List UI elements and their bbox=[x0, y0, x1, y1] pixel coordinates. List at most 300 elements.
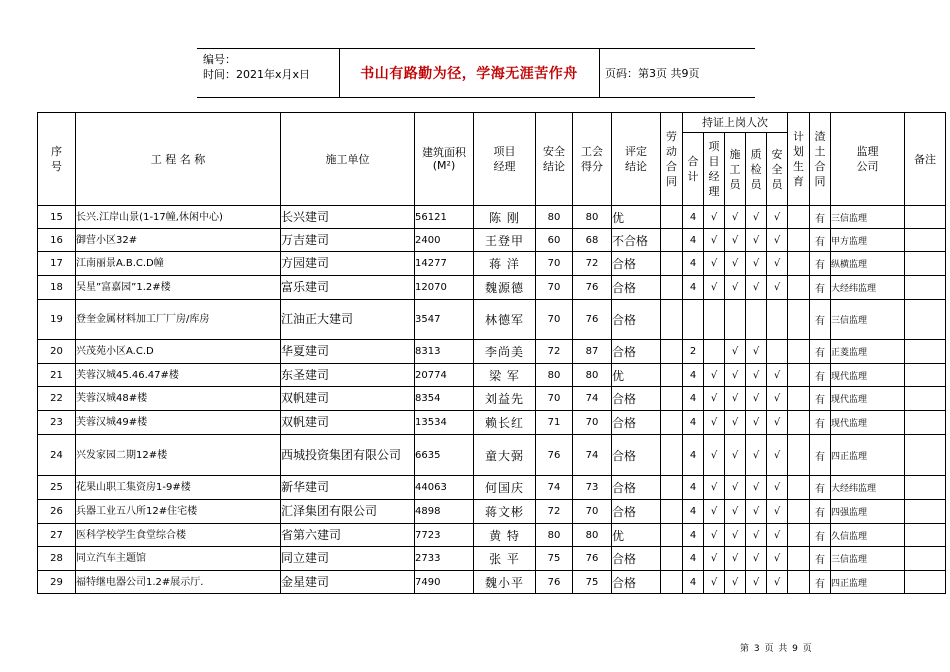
cell-cert-safety bbox=[767, 340, 788, 364]
cell-evaluation: 合格 bbox=[612, 300, 661, 340]
cell-cert-total: 4 bbox=[683, 252, 704, 276]
header-cert-project-manager: 项目经理 bbox=[704, 133, 725, 206]
table-row bbox=[38, 206, 946, 229]
table-row bbox=[38, 571, 946, 594]
cell-cert-total bbox=[683, 300, 704, 340]
cell-building-area: 7490 bbox=[415, 571, 474, 594]
cell-cert-total: 2 bbox=[683, 340, 704, 364]
cell-remark bbox=[905, 524, 946, 547]
cell-cert-construction: √ bbox=[725, 524, 746, 547]
cell-cert-project-manager: √ bbox=[704, 206, 725, 229]
cell-safety-result: 72 bbox=[536, 340, 573, 364]
cell-supervision-company: 四正监理 bbox=[831, 571, 905, 594]
cell-building-area: 56121 bbox=[415, 206, 474, 229]
table-row bbox=[38, 435, 946, 476]
cell-building-area: 8313 bbox=[415, 340, 474, 364]
header-soil-contract: 渣土合同 bbox=[810, 113, 831, 206]
cell-family-planning bbox=[788, 340, 810, 364]
cell-construction-unit: 万吉建司 bbox=[281, 229, 415, 252]
header-safety-result: 安全结论 bbox=[536, 113, 573, 206]
cell-cert-total: 4 bbox=[683, 387, 704, 411]
cell-project-name: 芙蓉汉城49#楼 bbox=[76, 411, 281, 435]
header-evaluation: 评定结论 bbox=[612, 113, 661, 206]
cell-construction-unit: 双帆建司 bbox=[281, 387, 415, 411]
cell-evaluation: 合格 bbox=[612, 435, 661, 476]
header-project-name: 工 程 名 称 bbox=[76, 113, 281, 206]
cell-cert-total: 4 bbox=[683, 524, 704, 547]
cell-cert-project-manager: √ bbox=[704, 435, 725, 476]
cell-soil-contract: 有 bbox=[810, 206, 831, 229]
cell-soil-contract: 有 bbox=[810, 252, 831, 276]
cell-safety-result: 70 bbox=[536, 300, 573, 340]
cell-row-number: 24 bbox=[38, 435, 76, 476]
cell-supervision-company: 大经纬监理 bbox=[831, 276, 905, 300]
cell-project-manager: 陈 刚 bbox=[474, 206, 536, 229]
cell-construction-unit: 方园建司 bbox=[281, 252, 415, 276]
cell-safety-result: 75 bbox=[536, 547, 573, 571]
cell-cert-construction: √ bbox=[725, 411, 746, 435]
cell-remark bbox=[905, 547, 946, 571]
cell-row-number: 25 bbox=[38, 476, 76, 500]
cell-project-manager: 赖长红 bbox=[474, 411, 536, 435]
cell-supervision-company: 四正监理 bbox=[831, 435, 905, 476]
cell-evaluation: 合格 bbox=[612, 547, 661, 571]
cell-evaluation: 不合格 bbox=[612, 229, 661, 252]
cell-construction-unit: 华夏建司 bbox=[281, 340, 415, 364]
cell-project-name: 登奎金属材料加工厂厂房/库房 bbox=[76, 300, 281, 340]
cell-project-name: 御营小区32# bbox=[76, 229, 281, 252]
cell-supervision-company: 纵横监理 bbox=[831, 252, 905, 276]
cell-remark bbox=[905, 300, 946, 340]
table-row bbox=[38, 476, 946, 500]
cell-labor-contract bbox=[661, 411, 683, 435]
header-page-info: 页码：第3页 共9页 bbox=[605, 67, 700, 80]
cell-family-planning bbox=[788, 252, 810, 276]
table-row bbox=[38, 547, 946, 571]
cell-row-number: 28 bbox=[38, 547, 76, 571]
cell-building-area: 4898 bbox=[415, 500, 474, 524]
cell-project-name: 兴发家园二期12#楼 bbox=[76, 435, 281, 476]
cell-supervision-company: 三信监理 bbox=[831, 206, 905, 229]
cell-cert-quality bbox=[746, 300, 767, 340]
cell-soil-contract: 有 bbox=[810, 340, 831, 364]
cell-row-number: 20 bbox=[38, 340, 76, 364]
cell-cert-construction: √ bbox=[725, 276, 746, 300]
cell-family-planning bbox=[788, 387, 810, 411]
cell-supervision-company: 现代监理 bbox=[831, 364, 905, 387]
cell-cert-project-manager: √ bbox=[704, 524, 725, 547]
cell-supervision-company: 大经纬监理 bbox=[831, 476, 905, 500]
cell-labor-contract bbox=[661, 252, 683, 276]
cell-building-area: 44063 bbox=[415, 476, 474, 500]
cell-cert-construction: √ bbox=[725, 364, 746, 387]
cell-project-manager: 梁 军 bbox=[474, 364, 536, 387]
header-cert-safety: 安全员 bbox=[767, 133, 788, 206]
cell-cert-total: 4 bbox=[683, 229, 704, 252]
cell-cert-safety bbox=[767, 300, 788, 340]
cell-supervision-company: 四强监理 bbox=[831, 500, 905, 524]
cell-safety-result: 70 bbox=[536, 387, 573, 411]
cell-cert-quality: √ bbox=[746, 571, 767, 594]
header-labor-contract: 劳动合同 bbox=[661, 113, 683, 206]
cell-union-score: 68 bbox=[573, 229, 612, 252]
cell-cert-quality: √ bbox=[746, 206, 767, 229]
cell-cert-quality: √ bbox=[746, 276, 767, 300]
cell-labor-contract bbox=[661, 571, 683, 594]
header-cert-quality: 质检员 bbox=[746, 133, 767, 206]
cell-family-planning bbox=[788, 547, 810, 571]
header-supervision-company: 监理公司 bbox=[831, 113, 905, 206]
cell-evaluation: 优 bbox=[612, 524, 661, 547]
cell-family-planning bbox=[788, 500, 810, 524]
cell-cert-construction: √ bbox=[725, 206, 746, 229]
cell-remark bbox=[905, 364, 946, 387]
cell-row-number: 29 bbox=[38, 571, 76, 594]
cell-cert-total: 4 bbox=[683, 476, 704, 500]
cell-family-planning bbox=[788, 276, 810, 300]
cell-cert-total: 4 bbox=[683, 571, 704, 594]
cell-supervision-company: 现代监理 bbox=[831, 387, 905, 411]
cell-evaluation: 合格 bbox=[612, 476, 661, 500]
cell-soil-contract: 有 bbox=[810, 276, 831, 300]
cell-safety-result: 76 bbox=[536, 571, 573, 594]
cell-soil-contract: 有 bbox=[810, 229, 831, 252]
document-number-label: 编号： bbox=[203, 53, 236, 66]
cell-construction-unit: 江油正大建司 bbox=[281, 300, 415, 340]
cell-construction-unit: 东圣建司 bbox=[281, 364, 415, 387]
header-building-area: 建筑面积(M²) bbox=[415, 113, 474, 206]
cell-cert-construction: √ bbox=[725, 229, 746, 252]
cell-cert-total: 4 bbox=[683, 206, 704, 229]
table-row bbox=[38, 387, 946, 411]
cell-remark bbox=[905, 387, 946, 411]
header-union-score: 工会得分 bbox=[573, 113, 612, 206]
cell-construction-unit: 富乐建司 bbox=[281, 276, 415, 300]
cell-family-planning bbox=[788, 435, 810, 476]
cell-cert-safety: √ bbox=[767, 547, 788, 571]
cell-cert-total: 4 bbox=[683, 364, 704, 387]
cell-evaluation: 合格 bbox=[612, 276, 661, 300]
cell-project-name: 花果山职工集资房1-9#楼 bbox=[76, 476, 281, 500]
cell-project-manager: 魏小平 bbox=[474, 571, 536, 594]
cell-labor-contract bbox=[661, 206, 683, 229]
cell-evaluation: 合格 bbox=[612, 252, 661, 276]
cell-cert-construction: √ bbox=[725, 476, 746, 500]
header-remark: 备注 bbox=[905, 113, 946, 206]
cell-building-area: 2733 bbox=[415, 547, 474, 571]
cell-cert-project-manager: √ bbox=[704, 571, 725, 594]
cell-safety-result: 60 bbox=[536, 229, 573, 252]
cell-evaluation: 合格 bbox=[612, 500, 661, 524]
cell-row-number: 18 bbox=[38, 276, 76, 300]
cell-project-manager: 刘益先 bbox=[474, 387, 536, 411]
table-row bbox=[38, 340, 946, 364]
cell-supervision-company: 甲方监理 bbox=[831, 229, 905, 252]
page-footer: 第 3 页 共 9 页 bbox=[740, 644, 813, 654]
cell-evaluation: 优 bbox=[612, 364, 661, 387]
cell-family-planning bbox=[788, 524, 810, 547]
table-row bbox=[38, 300, 946, 340]
cell-cert-safety: √ bbox=[767, 206, 788, 229]
cell-cert-quality: √ bbox=[746, 411, 767, 435]
cell-cert-project-manager: √ bbox=[704, 276, 725, 300]
table-row bbox=[38, 252, 946, 276]
cell-cert-quality: √ bbox=[746, 500, 767, 524]
cell-building-area: 14277 bbox=[415, 252, 474, 276]
cell-family-planning bbox=[788, 229, 810, 252]
cell-remark bbox=[905, 252, 946, 276]
cell-cert-quality: √ bbox=[746, 340, 767, 364]
cell-remark bbox=[905, 411, 946, 435]
cell-safety-result: 72 bbox=[536, 500, 573, 524]
cell-remark bbox=[905, 500, 946, 524]
table-row bbox=[38, 411, 946, 435]
cell-labor-contract bbox=[661, 524, 683, 547]
table-body bbox=[38, 206, 946, 594]
cell-cert-construction: √ bbox=[725, 387, 746, 411]
table-row bbox=[38, 500, 946, 524]
cell-labor-contract bbox=[661, 229, 683, 252]
cell-cert-safety: √ bbox=[767, 387, 788, 411]
cell-project-manager: 黄 特 bbox=[474, 524, 536, 547]
cell-cert-project-manager: √ bbox=[704, 229, 725, 252]
cell-row-number: 23 bbox=[38, 411, 76, 435]
cell-union-score: 80 bbox=[573, 524, 612, 547]
cell-union-score: 75 bbox=[573, 571, 612, 594]
cell-project-manager: 何国庆 bbox=[474, 476, 536, 500]
cell-cert-safety: √ bbox=[767, 364, 788, 387]
cell-labor-contract bbox=[661, 435, 683, 476]
cell-cert-safety: √ bbox=[767, 571, 788, 594]
header-seq: 序号 bbox=[38, 113, 76, 206]
cell-project-manager: 蒋 洋 bbox=[474, 252, 536, 276]
cell-union-score: 70 bbox=[573, 500, 612, 524]
cell-safety-result: 80 bbox=[536, 364, 573, 387]
cell-family-planning bbox=[788, 206, 810, 229]
cell-cert-total: 4 bbox=[683, 276, 704, 300]
cell-remark bbox=[905, 276, 946, 300]
cell-cert-safety: √ bbox=[767, 252, 788, 276]
cell-family-planning bbox=[788, 571, 810, 594]
cell-cert-project-manager: √ bbox=[704, 500, 725, 524]
cell-safety-result: 70 bbox=[536, 252, 573, 276]
header-family-planning: 计划生育 bbox=[788, 113, 810, 206]
cell-labor-contract bbox=[661, 500, 683, 524]
cell-union-score: 80 bbox=[573, 364, 612, 387]
cell-building-area: 3547 bbox=[415, 300, 474, 340]
cell-soil-contract: 有 bbox=[810, 524, 831, 547]
cell-project-name: 兴茂苑小区A.C.D bbox=[76, 340, 281, 364]
cell-project-name: 兵器工业五八所12#住宅楼 bbox=[76, 500, 281, 524]
header-cert-construction: 施工员 bbox=[725, 133, 746, 206]
cell-row-number: 27 bbox=[38, 524, 76, 547]
cell-construction-unit: 长兴建司 bbox=[281, 206, 415, 229]
cell-row-number: 17 bbox=[38, 252, 76, 276]
cell-project-manager: 张 平 bbox=[474, 547, 536, 571]
cell-project-manager: 林德军 bbox=[474, 300, 536, 340]
cell-cert-quality: √ bbox=[746, 387, 767, 411]
cell-cert-safety: √ bbox=[767, 500, 788, 524]
cell-cert-safety: √ bbox=[767, 476, 788, 500]
cell-project-name: 医科学校学生食堂综合楼 bbox=[76, 524, 281, 547]
cell-cert-quality: √ bbox=[746, 252, 767, 276]
cell-row-number: 22 bbox=[38, 387, 76, 411]
cell-cert-quality: √ bbox=[746, 364, 767, 387]
cell-building-area: 7723 bbox=[415, 524, 474, 547]
cell-building-area: 6635 bbox=[415, 435, 474, 476]
cell-evaluation: 合格 bbox=[612, 571, 661, 594]
cell-evaluation: 优 bbox=[612, 206, 661, 229]
cell-remark bbox=[905, 476, 946, 500]
cell-cert-construction bbox=[725, 300, 746, 340]
cell-supervision-company: 久信监理 bbox=[831, 524, 905, 547]
cell-project-manager: 蒋文彬 bbox=[474, 500, 536, 524]
cell-project-manager: 童大弼 bbox=[474, 435, 536, 476]
cell-soil-contract: 有 bbox=[810, 411, 831, 435]
cell-cert-quality: √ bbox=[746, 229, 767, 252]
cell-supervision-company: 三信监理 bbox=[831, 547, 905, 571]
cell-building-area: 20774 bbox=[415, 364, 474, 387]
cell-safety-result: 80 bbox=[536, 206, 573, 229]
table-row bbox=[38, 524, 946, 547]
cell-cert-construction: √ bbox=[725, 252, 746, 276]
cell-evaluation: 合格 bbox=[612, 387, 661, 411]
header-construction-unit: 施工单位 bbox=[281, 113, 415, 206]
cell-construction-unit: 同立建司 bbox=[281, 547, 415, 571]
cell-soil-contract: 有 bbox=[810, 300, 831, 340]
cell-soil-contract: 有 bbox=[810, 476, 831, 500]
cell-safety-result: 71 bbox=[536, 411, 573, 435]
cell-building-area: 13534 bbox=[415, 411, 474, 435]
header-cert-total: 合计 bbox=[683, 133, 704, 206]
cell-safety-result: 70 bbox=[536, 276, 573, 300]
cell-cert-project-manager: √ bbox=[704, 387, 725, 411]
cell-construction-unit: 双帆建司 bbox=[281, 411, 415, 435]
cell-family-planning bbox=[788, 364, 810, 387]
cell-cert-construction: √ bbox=[725, 435, 746, 476]
cell-row-number: 26 bbox=[38, 500, 76, 524]
cell-cert-quality: √ bbox=[746, 435, 767, 476]
header-divider bbox=[599, 49, 600, 97]
document-header bbox=[197, 48, 755, 98]
cell-building-area: 2400 bbox=[415, 229, 474, 252]
cell-cert-quality: √ bbox=[746, 476, 767, 500]
cell-project-name: 吴星”富嘉园”1.2#楼 bbox=[76, 276, 281, 300]
cell-project-manager: 王登甲 bbox=[474, 229, 536, 252]
header-motto: 书山有路勤为径，学海无涯苦作舟 bbox=[360, 66, 578, 82]
cell-project-name: 芙蓉汉城48#楼 bbox=[76, 387, 281, 411]
project-inspection-table bbox=[37, 112, 946, 594]
cell-cert-safety: √ bbox=[767, 276, 788, 300]
cell-cert-safety: √ bbox=[767, 435, 788, 476]
cell-safety-result: 80 bbox=[536, 524, 573, 547]
cell-cert-project-manager bbox=[704, 300, 725, 340]
cell-labor-contract bbox=[661, 547, 683, 571]
cell-construction-unit: 汇泽集团有限公司 bbox=[281, 500, 415, 524]
cell-evaluation: 合格 bbox=[612, 340, 661, 364]
cell-building-area: 8354 bbox=[415, 387, 474, 411]
cell-construction-unit: 西城投资集团有限公司 bbox=[281, 435, 415, 476]
cell-cert-project-manager: √ bbox=[704, 547, 725, 571]
cell-soil-contract: 有 bbox=[810, 387, 831, 411]
cell-cert-construction: √ bbox=[725, 547, 746, 571]
cell-cert-project-manager: √ bbox=[704, 364, 725, 387]
cell-project-name: 长兴.江岸山景(1-17幢,休闲中心) bbox=[76, 206, 281, 229]
cell-project-name: 江南丽景A.B.C.D幢 bbox=[76, 252, 281, 276]
cell-row-number: 21 bbox=[38, 364, 76, 387]
cell-cert-quality: √ bbox=[746, 547, 767, 571]
cell-cert-total: 4 bbox=[683, 411, 704, 435]
cell-cert-project-manager: √ bbox=[704, 476, 725, 500]
document-date: 时间：2021年x月x日 bbox=[203, 68, 311, 81]
cell-labor-contract bbox=[661, 276, 683, 300]
cell-cert-project-manager bbox=[704, 340, 725, 364]
cell-union-score: 74 bbox=[573, 435, 612, 476]
cell-soil-contract: 有 bbox=[810, 500, 831, 524]
cell-evaluation: 合格 bbox=[612, 411, 661, 435]
header-certified-staff: 持证上岗人次 bbox=[683, 113, 788, 133]
cell-remark bbox=[905, 206, 946, 229]
cell-cert-project-manager: √ bbox=[704, 252, 725, 276]
cell-union-score: 76 bbox=[573, 300, 612, 340]
table-row bbox=[38, 364, 946, 387]
cell-project-manager: 魏源德 bbox=[474, 276, 536, 300]
cell-remark bbox=[905, 229, 946, 252]
cell-cert-safety: √ bbox=[767, 524, 788, 547]
cell-union-score: 80 bbox=[573, 206, 612, 229]
cell-union-score: 70 bbox=[573, 411, 612, 435]
cell-union-score: 72 bbox=[573, 252, 612, 276]
cell-project-name: 福特继电器公司1.2#展示厅. bbox=[76, 571, 281, 594]
cell-labor-contract bbox=[661, 300, 683, 340]
cell-soil-contract: 有 bbox=[810, 571, 831, 594]
cell-supervision-company: 现代监理 bbox=[831, 411, 905, 435]
cell-remark bbox=[905, 435, 946, 476]
cell-cert-project-manager: √ bbox=[704, 411, 725, 435]
cell-labor-contract bbox=[661, 476, 683, 500]
header-project-manager: 项目经理 bbox=[474, 113, 536, 206]
cell-construction-unit: 金星建司 bbox=[281, 571, 415, 594]
cell-family-planning bbox=[788, 411, 810, 435]
cell-union-score: 73 bbox=[573, 476, 612, 500]
cell-cert-safety: √ bbox=[767, 411, 788, 435]
header-meta bbox=[203, 52, 310, 82]
cell-labor-contract bbox=[661, 387, 683, 411]
cell-family-planning bbox=[788, 300, 810, 340]
cell-soil-contract: 有 bbox=[810, 547, 831, 571]
cell-cert-construction: √ bbox=[725, 500, 746, 524]
cell-construction-unit: 新华建司 bbox=[281, 476, 415, 500]
cell-soil-contract: 有 bbox=[810, 364, 831, 387]
cell-cert-total: 4 bbox=[683, 500, 704, 524]
cell-cert-construction: √ bbox=[725, 571, 746, 594]
cell-union-score: 74 bbox=[573, 387, 612, 411]
cell-project-manager: 李尚美 bbox=[474, 340, 536, 364]
cell-safety-result: 74 bbox=[536, 476, 573, 500]
cell-cert-quality: √ bbox=[746, 524, 767, 547]
cell-building-area: 12070 bbox=[415, 276, 474, 300]
cell-union-score: 87 bbox=[573, 340, 612, 364]
cell-construction-unit: 省第六建司 bbox=[281, 524, 415, 547]
cell-cert-construction: √ bbox=[725, 340, 746, 364]
cell-union-score: 76 bbox=[573, 276, 612, 300]
cell-row-number: 19 bbox=[38, 300, 76, 340]
cell-family-planning bbox=[788, 476, 810, 500]
cell-soil-contract: 有 bbox=[810, 435, 831, 476]
cell-row-number: 15 bbox=[38, 206, 76, 229]
cell-cert-safety: √ bbox=[767, 229, 788, 252]
cell-supervision-company: 正菱监理 bbox=[831, 340, 905, 364]
